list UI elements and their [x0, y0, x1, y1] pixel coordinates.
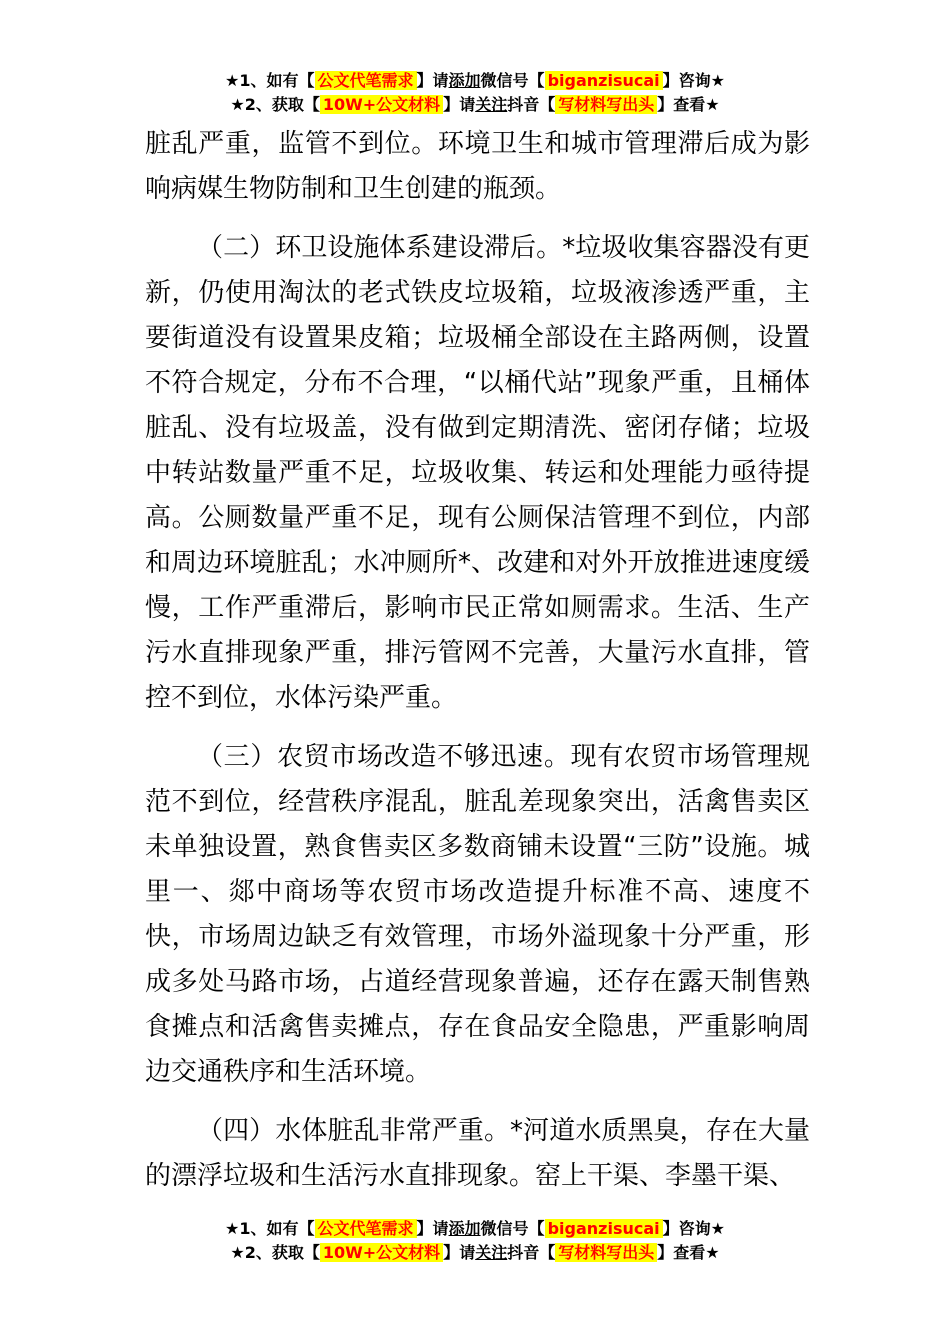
banner-line-2: ★2、获取【 10W+公文材料 】请关注抖音【 写材料写出头 】查看★ [230, 95, 720, 114]
banner-line-1: ★1、如有【 公文代笔需求 】请添加微信号【 biganzisucai 】咨询★ [225, 1219, 725, 1238]
highlight-materials: 10W+公文材料 [320, 95, 443, 114]
highlight-materials: 10W+公文材料 [320, 1243, 443, 1262]
paragraph-1: 脏乱严重，监管不到位。环境卫生和城市管理滞后成为影响病媒生物防制和卫生创建的瓶颈。 [145, 129, 810, 204]
highlight-writing-service: 公文代笔需求 [315, 1219, 417, 1238]
paragraph-3: （三）农贸市场改造不够迅速。现有农贸市场管理规范不到位，经营秩序混乱，脏乱差现象突出，活禽售卖区未单独设置，熟食售卖区多数商铺未设置“三防”设施。城里一、郯中商场等农贸市场改造提升标准不高、速度不快，市场周边缺乏有效管理，市场外溢现象十分严重，形成多处马路市场，占道经营现象普遍，还存在露天制售熟食摊点和活禽售卖摊点，存在食品安全隐患，严重影响周边交通秩序和生活环境。 [145, 742, 810, 1087]
banner-line-2: ★2、获取【 10W+公文材料 】请关注抖音【 写材料写出头 】查看★ [230, 1243, 720, 1262]
header-banner [0, 70, 950, 118]
paragraph-2: （二）环卫设施体系建设滞后。*垃圾收集容器没有更新，仍使用淘汰的老式铁皮垃圾箱，垃圾液渗透严重，主要街道没有设置果皮箱；垃圾桶全部设在主路两侧，设置不符合规定，分布不合理，“以桶代站”现象严重，且桶体脏乱、没有垃圾盖，没有做到定期清洗、密闭存储；垃圾中转站数量严重不足，垃圾收集、转运和处理能力亟待提高。公厕数量严重不足，现有公厕保洁管理不到位，内部和周边环境脏乱；水冲厕所*、改建和对外开放推进速度缓慢，工作严重滞后，影响市民正常如厕需求。生活、生产污水直排现象严重，排污管网不完善，大量污水直排，管控不到位，水体污染严重。 [145, 233, 810, 713]
highlight-writing-service: 公文代笔需求 [315, 71, 417, 90]
highlight-wechat-id: biganzisucai [545, 71, 663, 90]
highlight-wechat-id: biganzisucai [545, 1219, 663, 1238]
paragraph-4: （四）水体脏乱非常严重。*河道水质黑臭，存在大量的漂浮垃圾和生活污水直排现象。窑上干渠、李墨干渠、 [145, 1116, 810, 1191]
document-body [145, 122, 810, 1199]
footer-banner [0, 1218, 950, 1266]
banner-line-1: ★1、如有【 公文代笔需求 】请添加微信号【 biganzisucai 】咨询★ [225, 71, 725, 90]
highlight-douyin-account: 写材料写出头 [555, 1243, 657, 1262]
highlight-douyin-account: 写材料写出头 [555, 95, 657, 114]
